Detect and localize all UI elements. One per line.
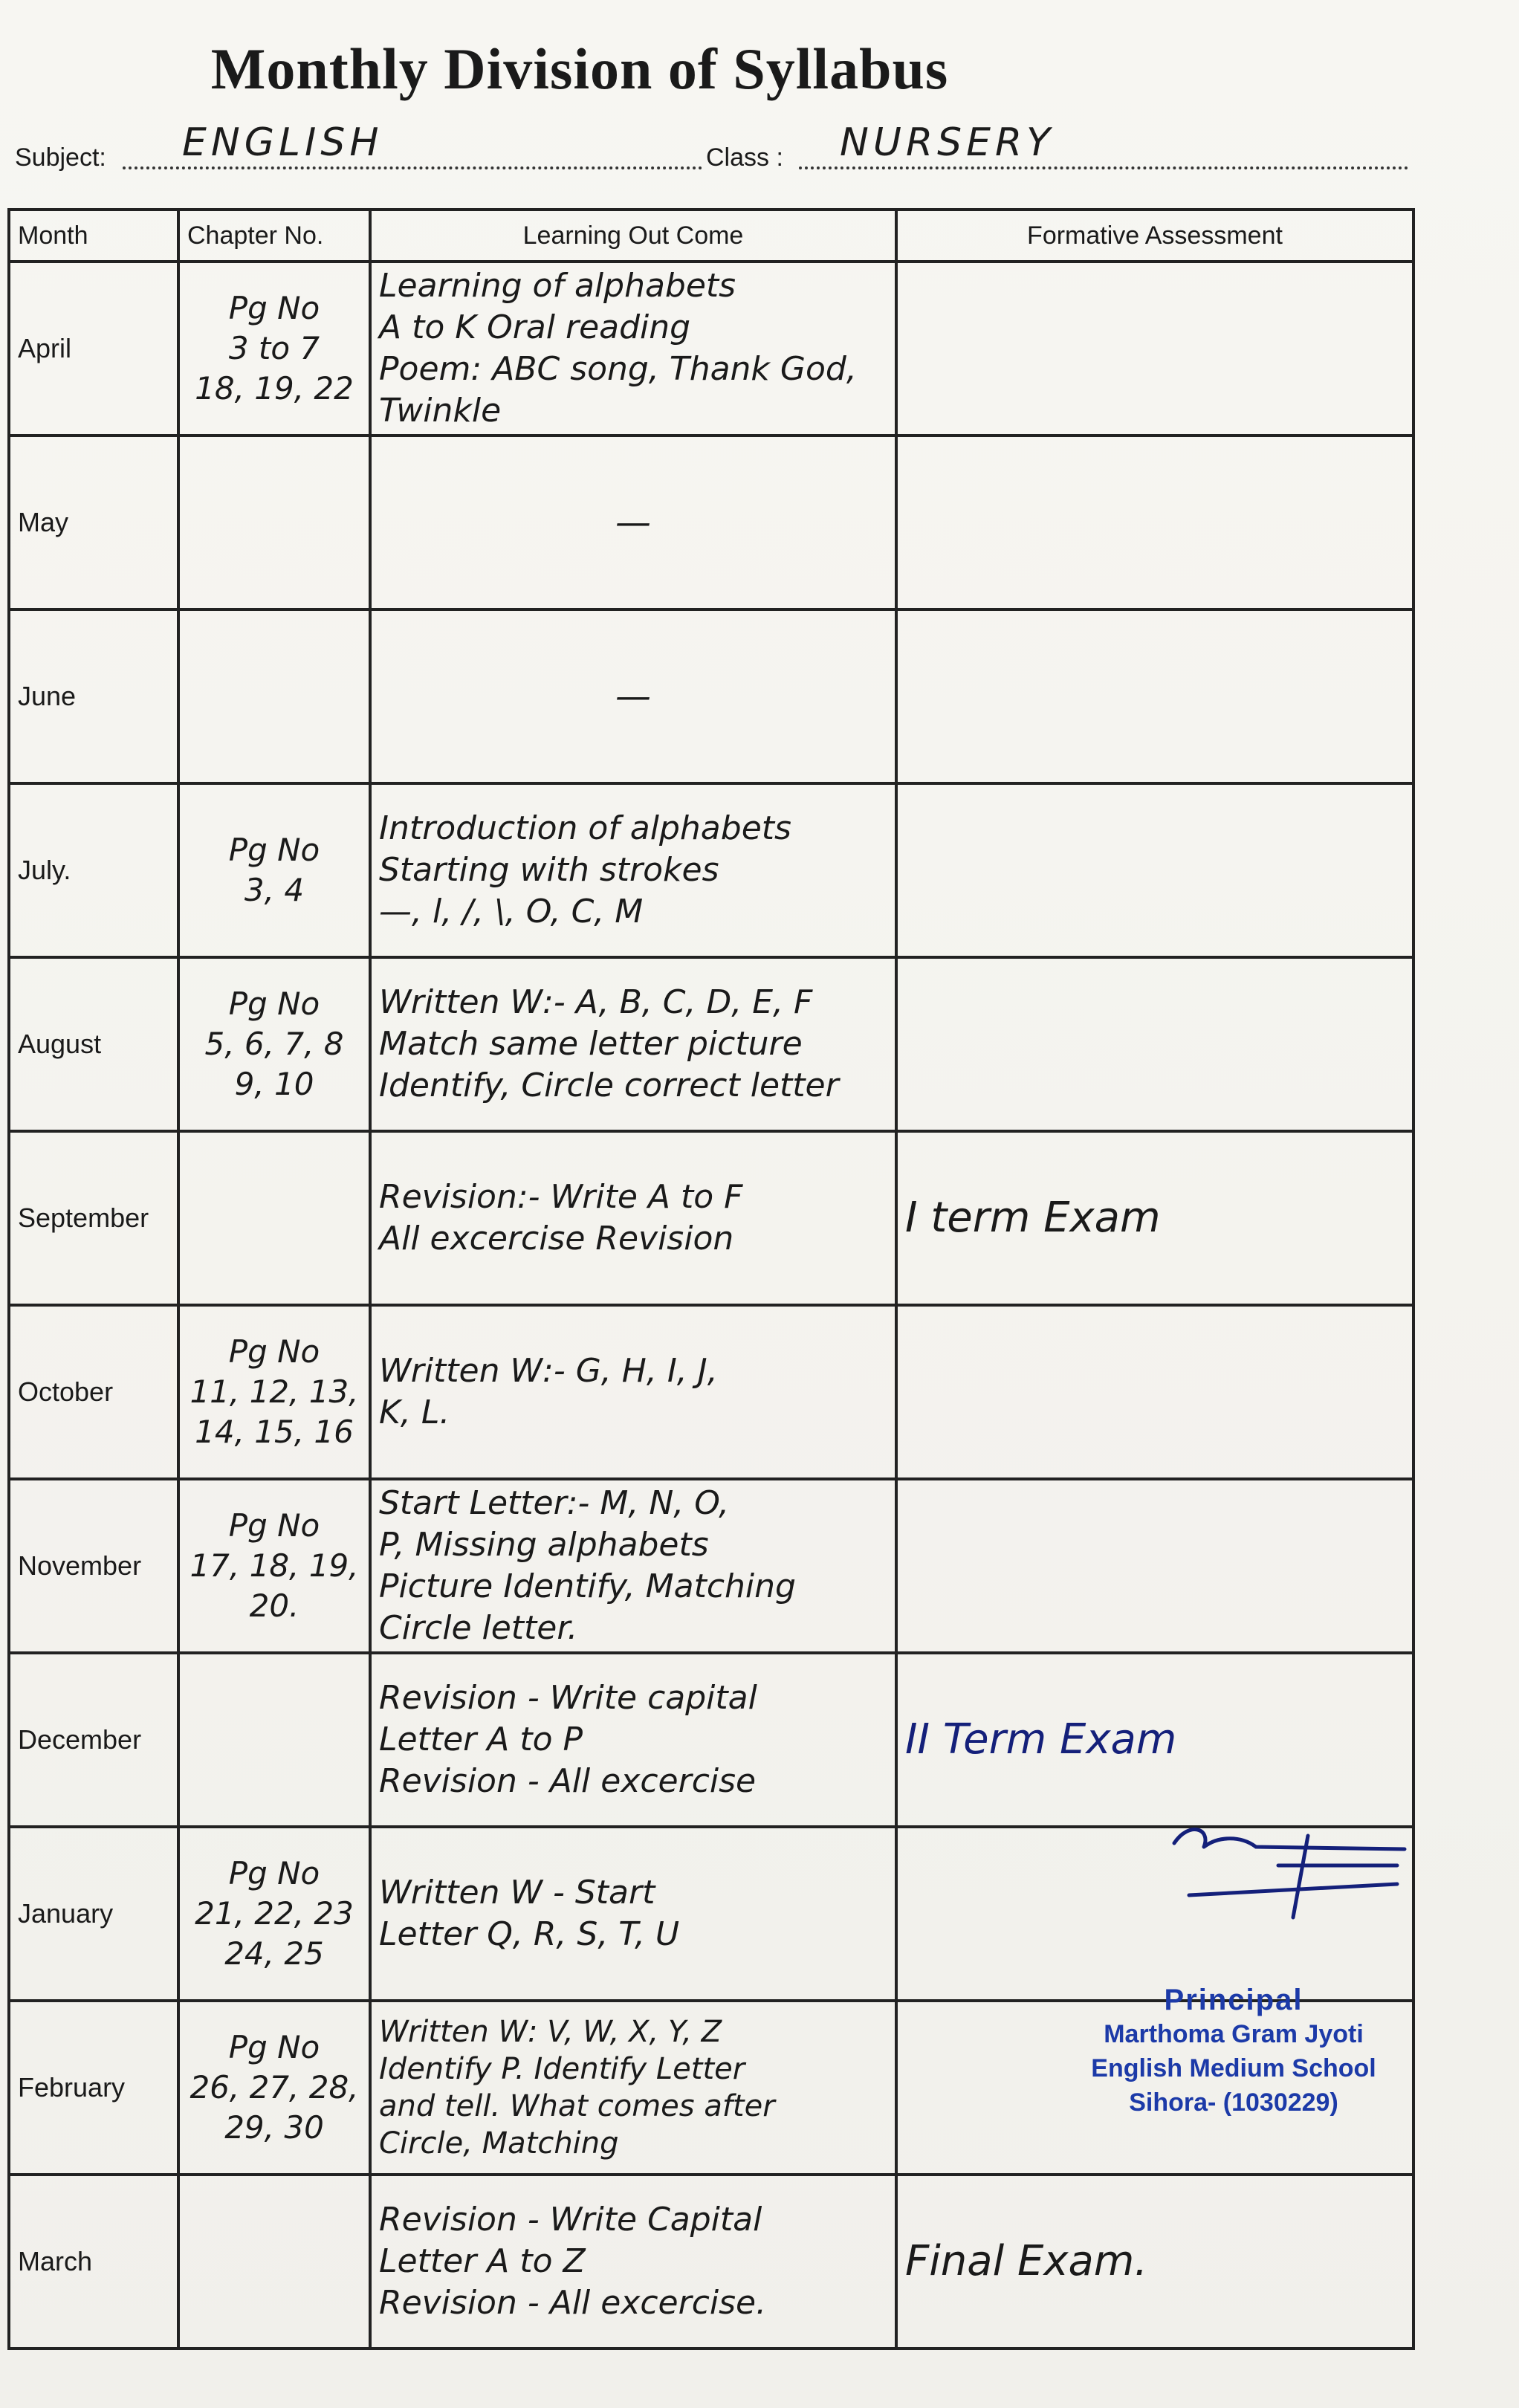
chapter-cell: Pg No 3 to 7 18, 19, 22 [178, 262, 370, 436]
learning-cell: Start Letter:- M, N, O, P, Missing alphabets Picture Identify, Matching Circle letter. [370, 1479, 896, 1653]
principal-signature [1159, 1813, 1412, 1925]
table-row [9, 436, 1413, 609]
stamp-title: Principal [1164, 1984, 1303, 2016]
subject-dotted-line [123, 166, 702, 169]
table-header-row [9, 210, 1413, 262]
month-cell: June [9, 609, 178, 783]
chapter-cell: Pg No 21, 22, 23 24, 25 [178, 1827, 370, 2001]
chapter-cell [178, 436, 370, 609]
stamp-school-line2: English Medium School [1091, 2054, 1376, 2082]
month-cell: July. [9, 783, 178, 957]
principal-stamp [1026, 1983, 1442, 2120]
learning-cell: Written W - Start Letter Q, R, S, T, U [370, 1827, 896, 2001]
table-row [9, 262, 1413, 436]
formative-cell [896, 436, 1413, 609]
class-dotted-line [799, 166, 1408, 169]
chapter-cell: Pg No 17, 18, 19, 20. [178, 1479, 370, 1653]
table-row [9, 1479, 1413, 1653]
month-cell: February [9, 2001, 178, 2175]
table-row [9, 1305, 1413, 1479]
chapter-cell: Pg No 3, 4 [178, 783, 370, 957]
learning-cell: Introduction of alphabets Starting with strokes —, l, /, \, O, C, M [370, 783, 896, 957]
month-cell: December [9, 1653, 178, 1827]
chapter-cell [178, 1653, 370, 1827]
header-learning: Learning Out Come [370, 210, 896, 262]
month-cell: April [9, 262, 178, 436]
table-row [9, 609, 1413, 783]
page-title: Monthly Division of Syllabus [210, 36, 949, 101]
formative-cell [896, 783, 1413, 957]
formative-cell: I term Exam [896, 1131, 1413, 1305]
formative-cell: II Term Exam [896, 1653, 1413, 1827]
learning-cell: Revision - Write capital Letter A to P Revision - All excercise [370, 1653, 896, 1827]
chapter-cell [178, 609, 370, 783]
table-row [9, 1131, 1413, 1305]
learning-cell: — [370, 609, 896, 783]
formative-cell [896, 262, 1413, 436]
table-row [9, 957, 1413, 1131]
learning-cell: Written W:- G, H, I, J, K, L. [370, 1305, 896, 1479]
header-chapter: Chapter No. [178, 210, 370, 262]
formative-cell: Final Exam. [896, 2175, 1413, 2349]
class-value: NURSERY [840, 120, 1055, 165]
header-month: Month [9, 210, 178, 262]
formative-cell [896, 609, 1413, 783]
table-row [9, 783, 1413, 957]
formative-cell [896, 1479, 1413, 1653]
stamp-address: Sihora- (1030229) [1129, 2088, 1338, 2117]
formative-cell [896, 1305, 1413, 1479]
month-cell: November [9, 1479, 178, 1653]
month-cell: October [9, 1305, 178, 1479]
chapter-cell: Pg No 26, 27, 28, 29, 30 [178, 2001, 370, 2175]
subject-label: Subject: [15, 143, 106, 172]
learning-cell: Revision - Write Capital Letter A to Z Revision - All excercise. [370, 2175, 896, 2349]
chapter-cell: Pg No 11, 12, 13, 14, 15, 16 [178, 1305, 370, 1479]
month-cell: August [9, 957, 178, 1131]
learning-cell: Learning of alphabets A to K Oral reading Poem: ABC song, Thank God, Twinkle [370, 262, 896, 436]
table-row [9, 2175, 1413, 2349]
table-row [9, 1653, 1413, 1827]
month-cell: January [9, 1827, 178, 2001]
learning-cell: Written W: V, W, X, Y, Z Identify P. Identify Letter and tell. What comes after Circle, Matching [370, 2001, 896, 2175]
formative-cell [896, 957, 1413, 1131]
month-cell: September [9, 1131, 178, 1305]
month-cell: March [9, 2175, 178, 2349]
chapter-cell [178, 2175, 370, 2349]
class-label: Class : [706, 143, 783, 172]
chapter-cell: Pg No 5, 6, 7, 8 9, 10 [178, 957, 370, 1131]
header-formative: Formative Assessment [896, 210, 1413, 262]
subject-value: ENGLISH [182, 120, 383, 165]
month-cell: May [9, 436, 178, 609]
learning-cell: Revision:- Write A to F All excercise Revision [370, 1131, 896, 1305]
chapter-cell [178, 1131, 370, 1305]
subject-class-row [15, 120, 1412, 180]
learning-cell: Written W:- A, B, C, D, E, F Match same letter picture Identify, Circle correct letter [370, 957, 896, 1131]
learning-cell: — [370, 436, 896, 609]
stamp-school-line1: Marthoma Gram Jyoti [1104, 2020, 1364, 2048]
